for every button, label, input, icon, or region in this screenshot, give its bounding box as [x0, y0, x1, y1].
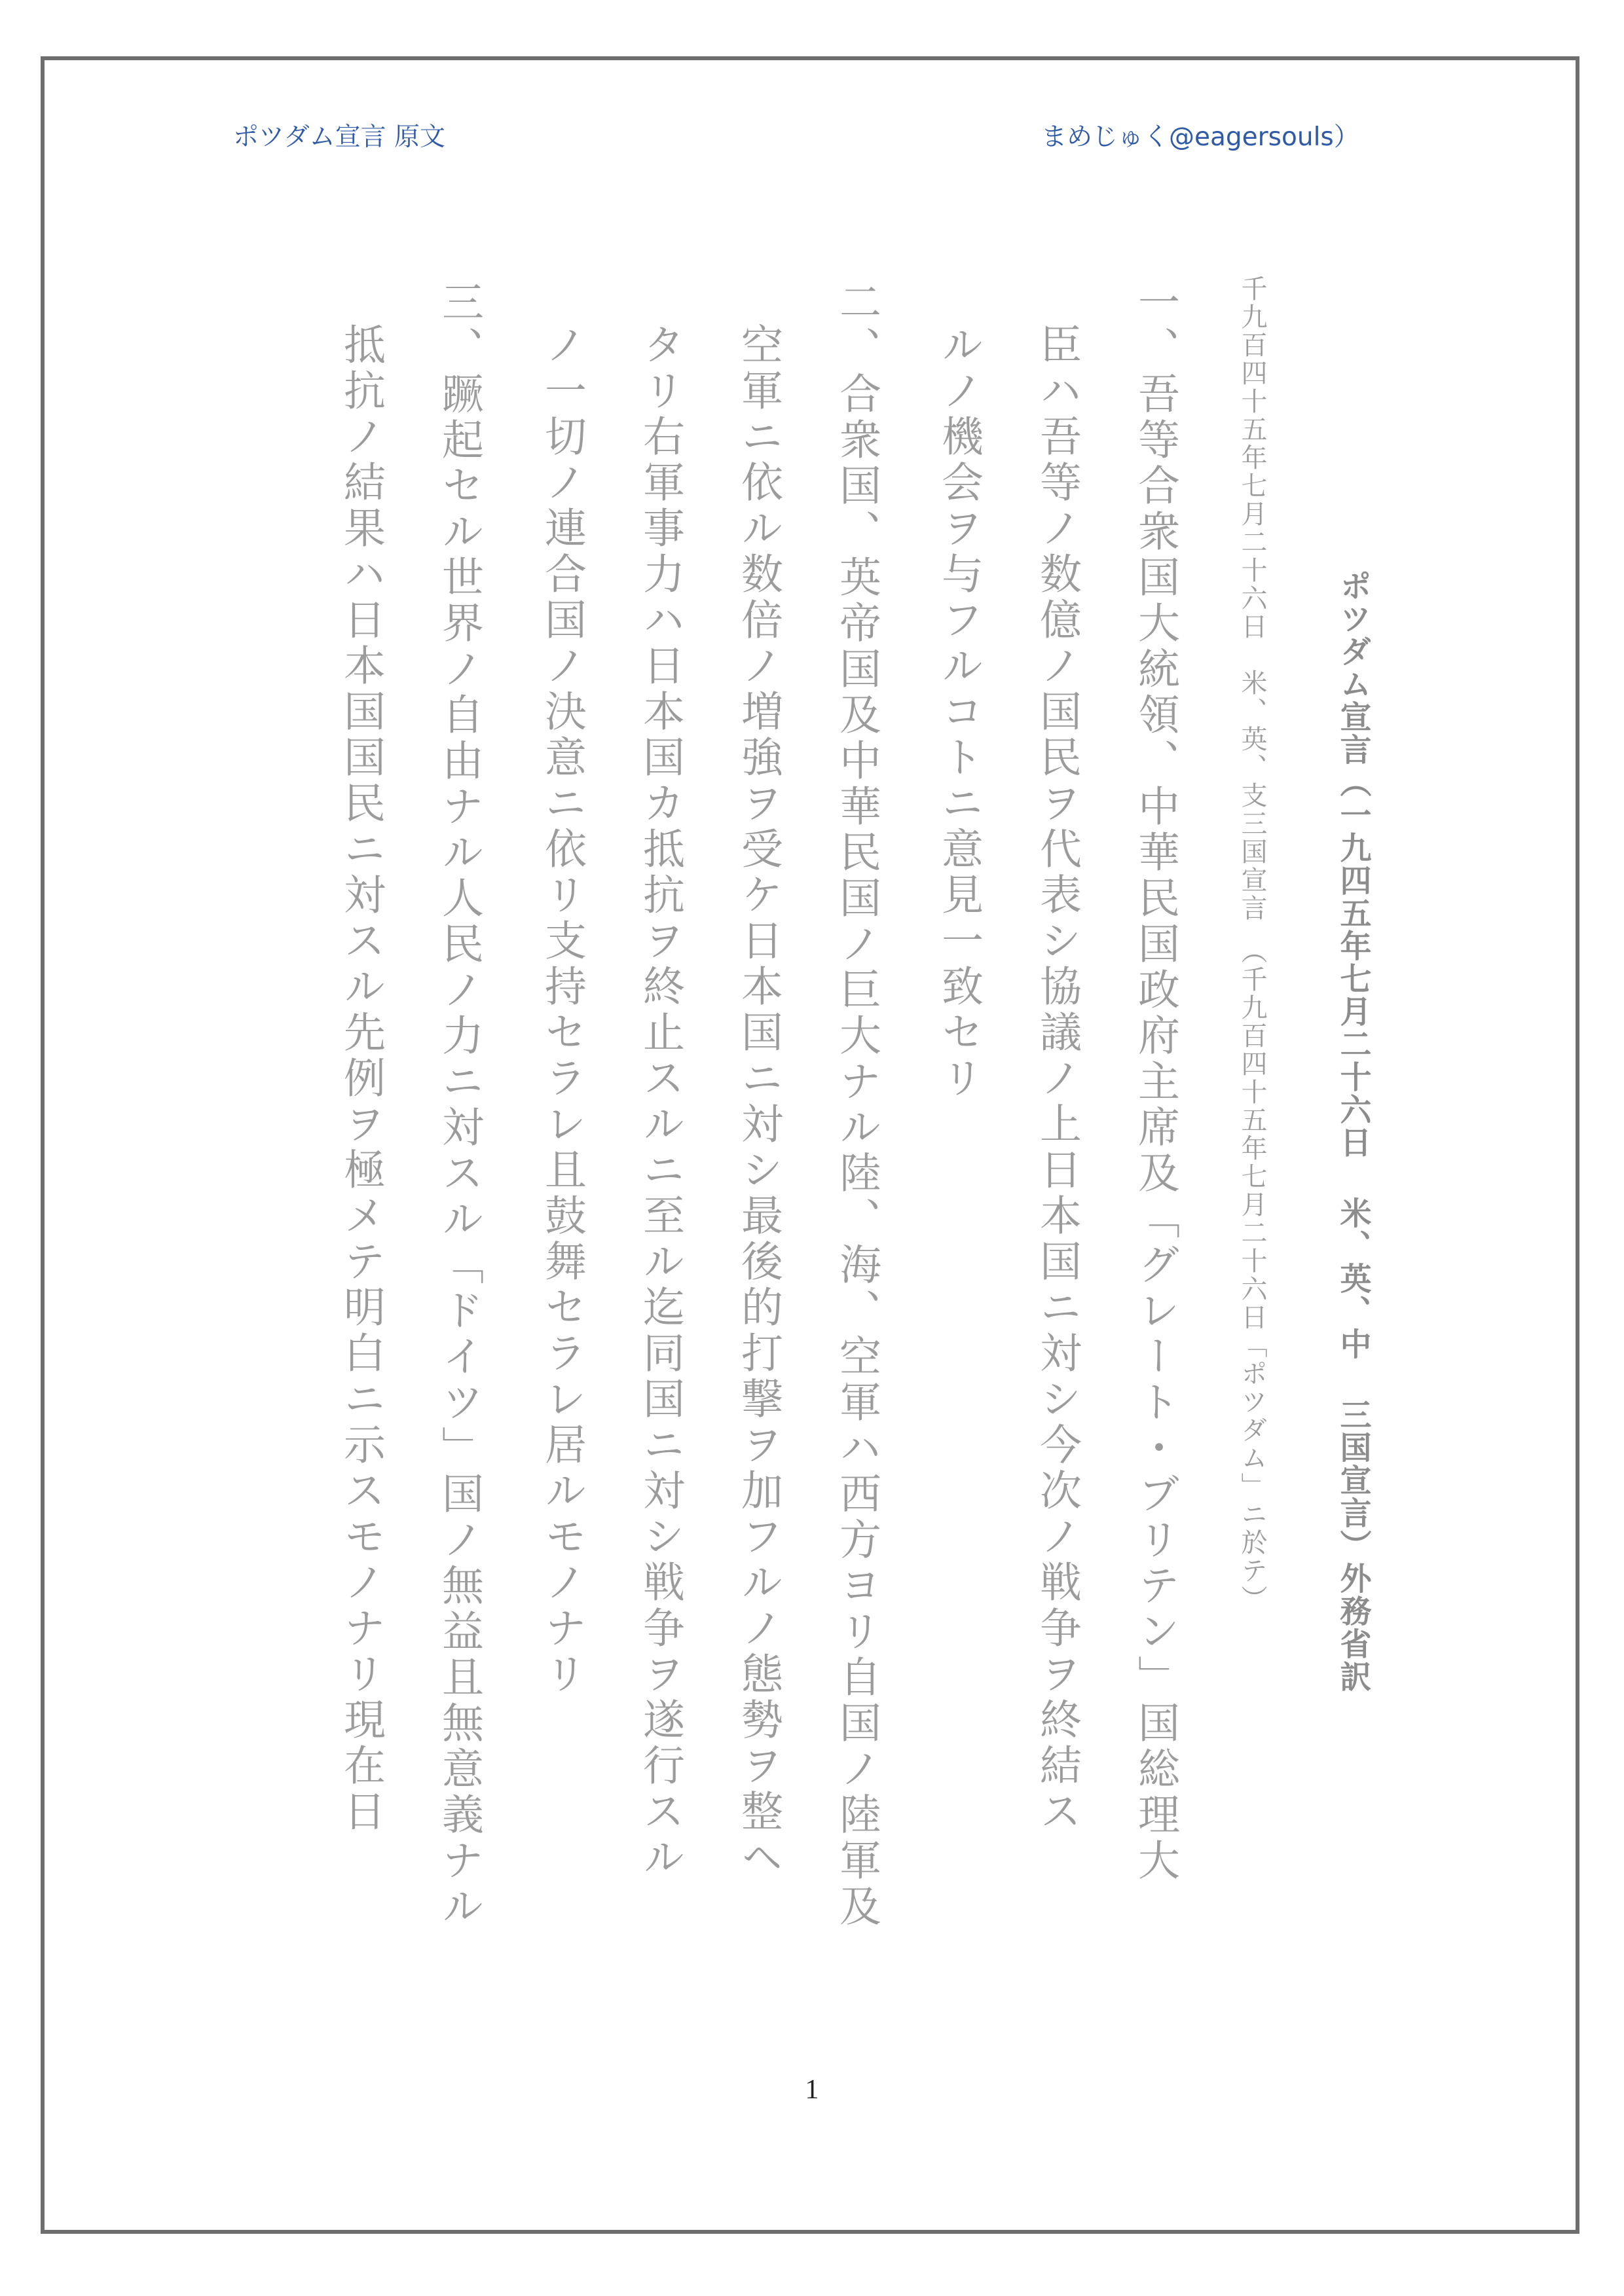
body-column: 一、吾等合衆国大統領、中華民国政府主席及「グレート・ブリテン」国総理大 [1131, 280, 1179, 1884]
body-column: 空軍ニ依ル数倍ノ増強ヲ受ケ日本国ニ対シ最後的打撃ヲ加フルノ態勢ヲ整ヘ [734, 323, 783, 1881]
body-column: ノ一切ノ連合国ノ決意ニ依リ支持セラレ且鼓舞セラレ居ルモノナリ [538, 323, 586, 1698]
body-column: 臣ハ吾等ノ数億ノ国民ヲ代表シ協議ノ上日本国ニ対シ今次ノ戦争ヲ終結ス [1033, 323, 1081, 1835]
body-column: 抵抗ノ結果ハ日本国国民ニ対スル先例ヲ極メテ明白ニ示スモノナリ現在日 [337, 323, 385, 1835]
header-author: まめじゅく@eagersouls） [1041, 122, 1359, 152]
declaration-date-line: 千九百四十五年七月二十六日 米、英、支三国宣言 （千九百四十五年七月二十六日「ポツダム」ニ於テ） [1237, 275, 1267, 1613]
document-title: ポツダム宣言（一九四五年七月二十六日 米、英、中 三国宣言）外務省訳 [1335, 570, 1371, 1693]
body-column: 二、合衆国、英帝国及中華民国ノ巨大ナル陸、海、空軍ハ西方ヨリ自国ノ陸軍及 [832, 280, 881, 1930]
page-number: 1 [805, 2075, 819, 2105]
body-column: 三、蹶起セル世界ノ自由ナル人民ノ力ニ対スル「ドイツ」国ノ無益且無意義ナル [435, 280, 483, 1930]
header-document-title: ポツダム宣言 原文 [233, 122, 446, 152]
body-column: ルノ機会ヲ与フルコトニ意見一致セリ [934, 323, 983, 1102]
body-column: タリ右軍事力ハ日本国カ抵抗ヲ終止スルニ至ル迄同国ニ対シ戦争ヲ遂行スル [636, 323, 684, 1881]
